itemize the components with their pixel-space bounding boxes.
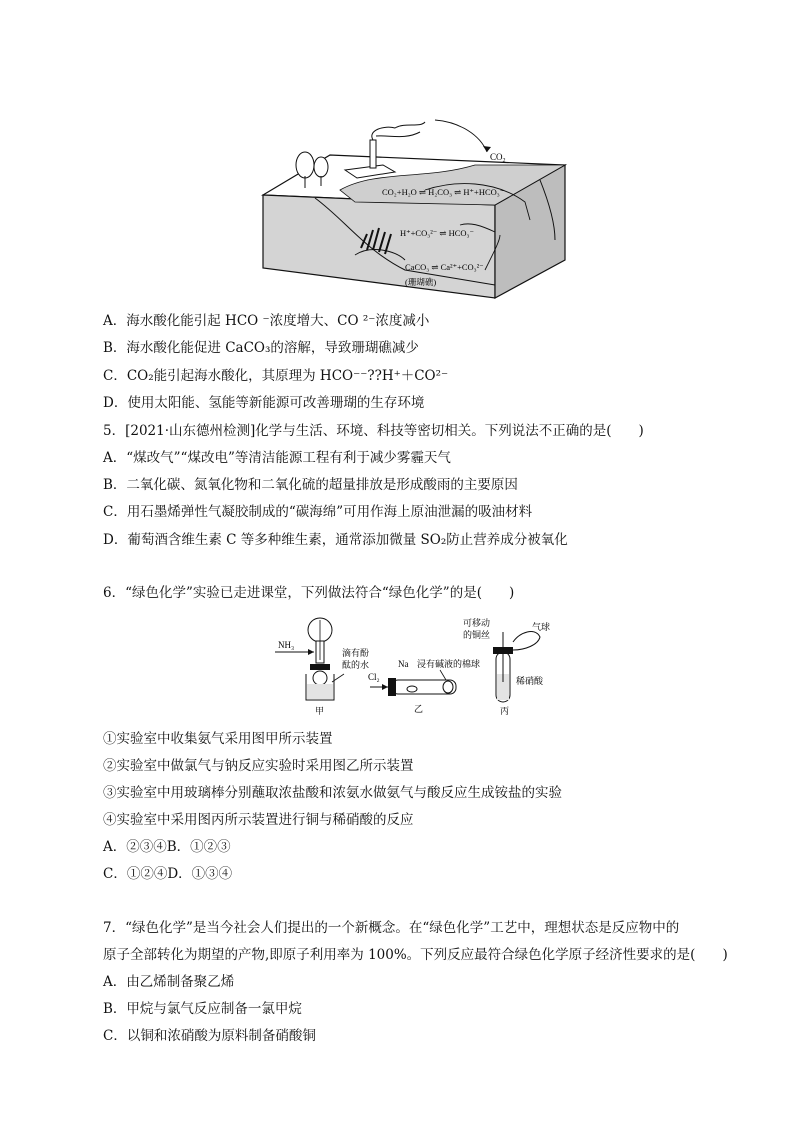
q7-stem-line-1: 7．“绿色化学”是当今社会人们提出的一个新概念。在“绿色化学”工艺中，理想状态是反应物中的 bbox=[103, 920, 680, 936]
apparatus-jia bbox=[275, 618, 369, 716]
green-chemistry-apparatus-figure bbox=[270, 612, 560, 717]
q5-option-b: B．二氧化碳、氮氧化物和二氧化硫的超量排放是形成酸雨的主要原因 bbox=[103, 477, 518, 493]
q6-stem: 6．“绿色化学”实验已走进课堂，下列做法符合“绿色化学”的是( ) bbox=[103, 585, 515, 601]
apparatus-yi bbox=[368, 658, 480, 714]
q6-statement-3: ③实验室中用玻璃棒分别蘸取浓盐酸和浓氨水做氨气与酸反应生成铵盐的实验 bbox=[103, 785, 562, 801]
svg-text:酞的水: 酞的水 bbox=[342, 660, 370, 670]
svg-text:乙: 乙 bbox=[414, 704, 424, 714]
q7-stem-line-2: 原子全部转化为期望的产物,即原子利用率为 100%。下列反应最符合绿色化学原子经济性要求的是( ) bbox=[103, 947, 728, 963]
q4-option-c: C．CO₂能引起海水酸化，其原理为 HCO⁻⁻??H⁺＋CO²⁻ bbox=[103, 368, 449, 384]
svg-text:NH₃: NH₃ bbox=[278, 640, 295, 650]
co2-label: $CO_2$ bbox=[490, 152, 506, 164]
q6-statement-1: ①实验室中收集氨气采用图甲所示装置 bbox=[103, 731, 333, 747]
svg-text:浸有碱液的棉球: 浸有碱液的棉球 bbox=[417, 659, 481, 669]
q6-statement-2: ②实验室中做氯气与钠反应实验时采用图乙所示装置 bbox=[103, 758, 414, 774]
q4-option-a: A．海水酸化能引起 HCO ⁻浓度增大、CO ²⁻浓度减小 bbox=[103, 313, 430, 329]
svg-text:甲: 甲 bbox=[315, 706, 325, 716]
q6-option-cd: C．①②④D．①③④ bbox=[103, 866, 233, 882]
q4-option-b: B．海水酸化能促进 CaCO₃的溶解，导致珊瑚礁减少 bbox=[103, 340, 419, 356]
svg-text:可移动: 可移动 bbox=[463, 618, 491, 628]
q7-option-b: B．甲烷与氯气反应制备一氯甲烷 bbox=[103, 1001, 302, 1017]
q4-option-d: D．使用太阳能、氢能等新能源可改善珊瑚的生存环境 bbox=[103, 395, 425, 411]
svg-text:的铜丝: 的铜丝 bbox=[463, 630, 491, 640]
ocean-acidification-figure bbox=[255, 110, 575, 305]
q5-stem: 5．[2021·山东德州检测]化学与生活、环境、科技等密切相关。下列说法不正确的是( ) bbox=[103, 423, 644, 439]
q7-option-c: C．以铜和浓硝酸为原料制备硝酸铜 bbox=[103, 1028, 316, 1044]
equation-1: CO₂+H₂O ⇌ H₂CO₃ ⇌ H⁺+HCO₃⁻ bbox=[382, 187, 505, 197]
q5-option-d: D．葡萄酒含维生素 C 等多种维生素，通常添加微量 SO₂防止营养成分被氧化 bbox=[103, 532, 568, 548]
q6-statement-4: ④实验室中采用图丙所示装置进行铜与稀硝酸的反应 bbox=[103, 812, 414, 828]
q7-option-a: A．由乙烯制备聚乙烯 bbox=[103, 974, 235, 990]
coral-reef-label: (珊瑚礁) bbox=[405, 277, 437, 287]
svg-text:滴有酚: 滴有酚 bbox=[342, 648, 370, 658]
q6-option-ab: A．②③④B．①②③ bbox=[103, 839, 231, 855]
svg-text:丙: 丙 bbox=[500, 706, 510, 716]
equation-3: CaCO₃ ⇌ Ca²⁺+CO₃²⁻ bbox=[405, 262, 484, 272]
svg-text:气球: 气球 bbox=[532, 622, 551, 632]
q5-option-c: C．用石墨烯弹性气凝胶制成的“碳海绵”可用作海上原油泄漏的吸油材料 bbox=[103, 504, 533, 520]
equation-2: H⁺+CO₃²⁻ ⇌ HCO₃⁻ bbox=[400, 228, 474, 238]
q5-option-a: A．“煤改气”“煤改电”等清洁能源工程有利于减少雾霾天气 bbox=[103, 450, 451, 466]
svg-text:Cl₂: Cl₂ bbox=[368, 672, 380, 682]
svg-text:稀硝酸: 稀硝酸 bbox=[516, 676, 544, 686]
svg-text:Na: Na bbox=[398, 659, 409, 669]
